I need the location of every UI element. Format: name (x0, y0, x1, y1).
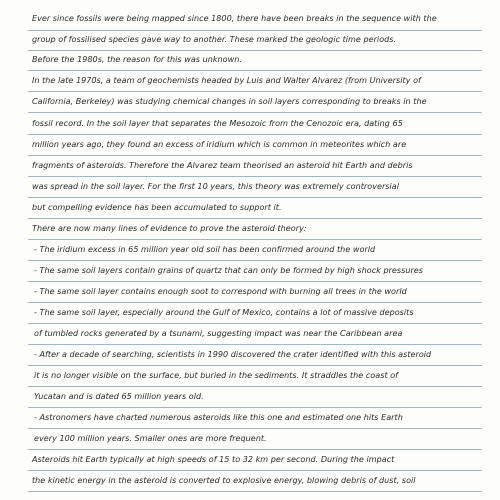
ruled-line (28, 70, 482, 71)
text-line: the kinetic energy in the asteroid is converted to explosive energy, blowing debris of dust, soil (32, 475, 416, 485)
text-line: There are now many lines of evidence to prove the asteroid theory: (32, 223, 307, 233)
text-line: California, Berkeley) was studying chemical changes in soil layers corresponding to breaks in the (32, 96, 427, 106)
ruled-line (28, 302, 482, 303)
ruled-line (28, 281, 482, 282)
list-item-continuation: every 100 million years. Smaller ones are more frequent. (34, 433, 267, 443)
ruled-line (28, 407, 482, 408)
ruled-line (28, 449, 482, 450)
list-item-continuation: it is no longer visible on the surface, but buried in the sediments. It straddles the coast of (34, 370, 399, 380)
text-line: In the late 1970s, a team of geochemists headed by Luis and Walter Alvarez (from University of (32, 75, 421, 85)
ruled-line (28, 365, 482, 366)
ruled-line (28, 428, 482, 429)
ruled-line (28, 491, 482, 492)
list-item: - Astronomers have charted numerous asteroids like this one and estimated one hits Earth (34, 412, 403, 422)
text-line: fossil record. In the soil layer that separates the Mesozoic from the Cenozoic era, dating 65 (32, 118, 403, 128)
ruled-line (28, 470, 482, 471)
list-item-continuation: Yucatan and is dated 65 million years old. (34, 391, 204, 401)
ruled-line (28, 323, 482, 324)
ruled-line (28, 91, 482, 92)
ruled-line (28, 176, 482, 177)
text-line: million years ago, they found an excess of iridium which is common in meteorites which are (32, 139, 407, 149)
ruled-line (28, 197, 482, 198)
list-item: - The same soil layer, especially around the Gulf of Mexico, contains a lot of massive deposits (34, 307, 414, 317)
ruled-line (28, 30, 482, 31)
text-line: but compelling evidence has been accumulated to support it. (32, 202, 282, 212)
list-item-continuation: of tumbled rocks generated by a tsunami, suggesting impact was near the Caribbean area (34, 328, 403, 338)
text-line: group of fossilised species gave way to another. These marked the geologic time periods. (32, 34, 397, 44)
list-item: - The same soil layer contains enough soot to correspond with burning all trees in the world (34, 286, 407, 296)
list-item: - After a decade of searching, scientists in 1990 discovered the crater identified with this asteroid (34, 349, 432, 359)
text-line: Asteroids hit Earth typically at high speeds of 15 to 32 km per second. During the impact (32, 454, 395, 464)
text-line: Before the 1980s, the reason for this was unknown. (32, 54, 242, 64)
text-line: Ever since fossils were being mapped since 1800, there have been breaks in the sequence with the (32, 13, 437, 23)
ruled-line (28, 386, 482, 387)
ruled-line (28, 50, 482, 51)
ruled-line (28, 239, 482, 240)
ruled-line (28, 134, 482, 135)
list-item: - The iridium excess in 65 million year old soil has been confirmed around the world (34, 244, 376, 254)
text-line: was spread in the soil layer. For the first 10 years, this theory was extremely controversial (32, 181, 400, 191)
ruled-line (28, 112, 482, 113)
ruled-line (28, 218, 482, 219)
list-item: - The same soil layers contain grains of quartz that can only be formed by high shock pressures (34, 265, 424, 275)
ruled-line (28, 260, 482, 261)
ruled-line (28, 155, 482, 156)
ruled-line (28, 344, 482, 345)
text-line: fragments of asteroids. Therefore the Alvarez team theorised an asteroid hit Earth and debris (32, 160, 413, 170)
